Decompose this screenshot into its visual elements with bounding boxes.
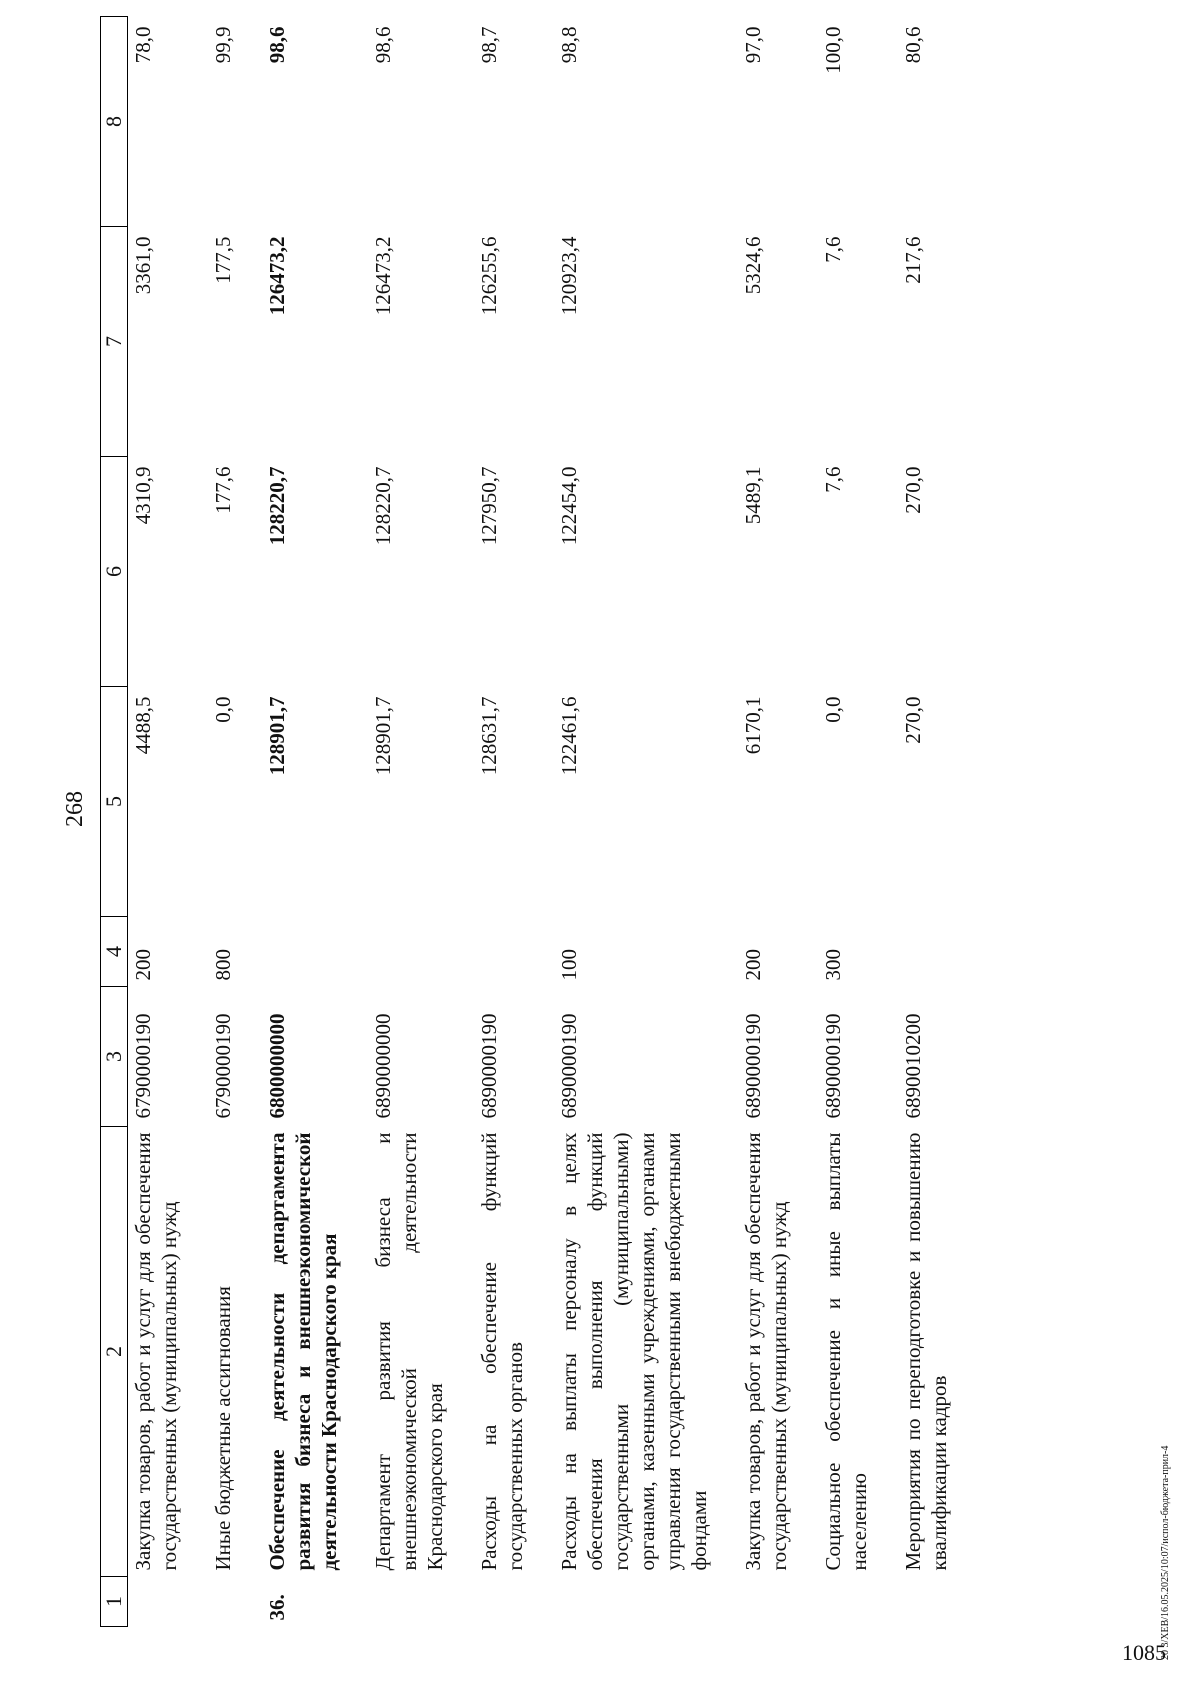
- row-type: 100: [557, 949, 581, 981]
- row-code: 6790000190: [211, 1013, 235, 1119]
- row-number: [208, 1577, 262, 1627]
- row-type: 800: [211, 949, 235, 981]
- budget-table: [100, 16, 978, 1627]
- column-header: 7: [101, 227, 128, 457]
- row-type: [368, 917, 474, 987]
- row-name: Закупка товаров, работ и услуг для обеспечения государственных (муниципальных) нужд: [741, 1132, 791, 1571]
- row-value-7: 126473,2: [371, 236, 395, 316]
- row-name: Расходы на обеспечение функций государственных органов: [477, 1132, 527, 1571]
- row-value-7: 126473,2: [265, 236, 289, 316]
- row-value-8: 100,0: [821, 26, 845, 74]
- row-name: Социальное обеспечение и иные выплаты населению: [821, 1132, 871, 1571]
- row-type: [474, 917, 554, 987]
- row-code: 6890010200: [901, 1013, 925, 1119]
- row-value-5: 270,0: [901, 696, 925, 744]
- row-type: [898, 917, 978, 987]
- row-value-6: 270,0: [901, 466, 925, 514]
- table-row: [368, 17, 474, 1627]
- row-code: 6890000190: [477, 1013, 501, 1119]
- row-type: [262, 917, 368, 987]
- header-row: [101, 17, 128, 1627]
- table-row: [262, 17, 368, 1627]
- page-number-bottom: 1085: [1122, 1640, 1166, 1665]
- row-number: [898, 1577, 978, 1627]
- row-value-5: 128901,7: [265, 696, 289, 776]
- row-value-6: 127950,7: [477, 466, 501, 546]
- row-value-8: 80,6: [901, 26, 925, 64]
- row-value-5: 6170,1: [741, 696, 765, 755]
- row-code: 6800000000: [265, 1013, 289, 1119]
- row-code: 6890000190: [821, 1013, 845, 1119]
- column-header: 8: [101, 17, 128, 227]
- row-name: Обеспечение деятельности департамента развития бизнеса и внешнеэкономической деятельности Краснодарского края: [265, 1132, 341, 1571]
- row-value-7: 3361,0: [131, 236, 155, 295]
- row-name: Мероприятия по переподготовке и повышению квалификации кадров: [901, 1132, 951, 1571]
- row-value-8: 99,9: [211, 26, 235, 64]
- column-header: 4: [101, 917, 128, 987]
- row-code: 6790000190: [131, 1013, 155, 1119]
- row-value-5: 4488,5: [131, 696, 155, 755]
- row-value-8: 78,0: [131, 26, 155, 64]
- row-type: 200: [741, 949, 765, 981]
- table-row: [818, 17, 898, 1627]
- column-header: 1: [101, 1577, 128, 1627]
- row-code: 6890000190: [557, 1013, 581, 1119]
- table-row: [128, 17, 209, 1627]
- row-value-7: 126255,6: [477, 236, 501, 316]
- table-row: [898, 17, 978, 1627]
- row-value-6: 177,6: [211, 466, 235, 514]
- row-value-7: 120923,4: [557, 236, 581, 316]
- table-row: [474, 17, 554, 1627]
- row-value-8: 98,8: [557, 26, 581, 64]
- row-name: Департамент развития бизнеса и внешнеэкономической деятельности Краснодарского края: [371, 1132, 447, 1571]
- row-type: 300: [821, 949, 845, 981]
- row-number: [818, 1577, 898, 1627]
- row-value-8: 97,0: [741, 26, 765, 64]
- row-value-6: 4310,9: [131, 466, 155, 525]
- document-footer-code: 20 3/ХЕВ/16.05.2025/10:07/испол-бюджета-прил-4: [1160, 1445, 1171, 1660]
- row-value-8: 98,7: [477, 26, 501, 64]
- row-value-8: 98,6: [265, 26, 289, 64]
- row-value-5: 128631,7: [477, 696, 501, 776]
- row-value-7: 7,6: [821, 236, 845, 263]
- row-value-5: 128901,7: [371, 696, 395, 776]
- row-code: 6890000000: [371, 1013, 395, 1119]
- row-number: [128, 1577, 209, 1627]
- row-value-5: 122461,6: [557, 696, 581, 776]
- row-number: 36.: [265, 1594, 289, 1621]
- column-header: 6: [101, 457, 128, 687]
- row-type: 200: [131, 949, 155, 981]
- column-header: 2: [101, 1127, 128, 1577]
- table-row: [738, 17, 818, 1627]
- row-code: 6890000190: [741, 1013, 765, 1119]
- row-value-6: 7,6: [821, 466, 845, 493]
- page-number-top: 268: [62, 791, 88, 827]
- column-header: 5: [101, 687, 128, 917]
- table-row: [554, 17, 738, 1627]
- column-header: 3: [101, 987, 128, 1127]
- row-name: Расходы на выплаты персоналу в целях обеспечения выполнения функций государственными (муниципальными) органами, казенными учреждениями, органами управления государственными внебюджетными фондами: [557, 1132, 711, 1571]
- row-value-5: 0,0: [821, 696, 845, 723]
- table-row: [208, 17, 262, 1627]
- row-value-6: 122454,0: [557, 466, 581, 546]
- row-value-8: 98,6: [371, 26, 395, 64]
- row-value-6: 5489,1: [741, 466, 765, 525]
- row-value-7: 5324,6: [741, 236, 765, 295]
- row-number: [738, 1577, 818, 1627]
- row-value-6: 128220,7: [371, 466, 395, 546]
- row-value-6: 128220,7: [265, 466, 289, 546]
- row-number: [368, 1577, 474, 1627]
- row-value-5: 0,0: [211, 696, 235, 723]
- row-number: [474, 1577, 554, 1627]
- row-number: [554, 1577, 738, 1627]
- row-value-7: 177,5: [211, 236, 235, 284]
- row-value-7: 217,6: [901, 236, 925, 284]
- row-name: Закупка товаров, работ и услуг для обеспечения государственных (муниципальных) нужд: [131, 1132, 181, 1571]
- row-name: Иные бюджетные ассигнования: [211, 1286, 235, 1571]
